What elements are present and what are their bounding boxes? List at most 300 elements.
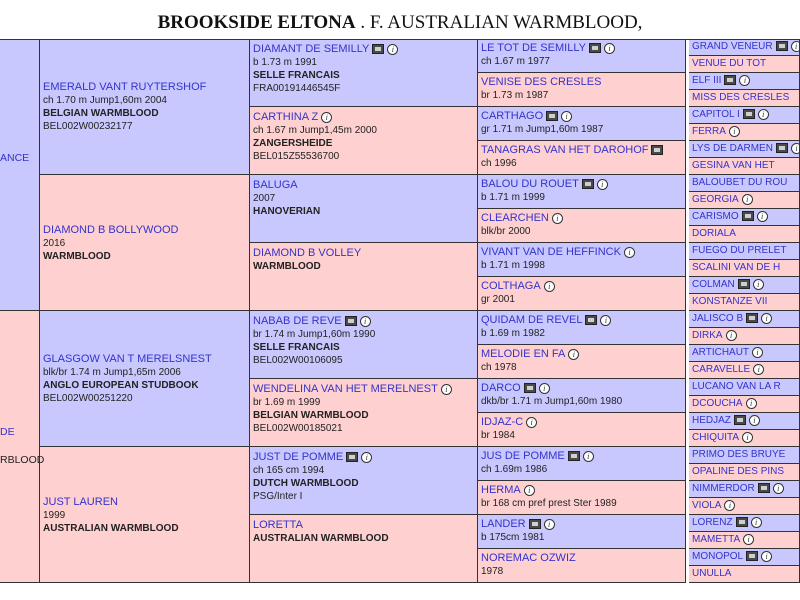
- horse-name-link[interactable]: [481, 143, 682, 157]
- info-icon[interactable]: i: [568, 349, 579, 360]
- horse-name-text[interactable]: ARTICHAUT: [692, 347, 750, 359]
- horse-name-link[interactable]: [253, 110, 474, 124]
- horse-name-text[interactable]: GEORGIA: [692, 194, 739, 206]
- info-icon[interactable]: i: [561, 111, 572, 122]
- horse-name-text[interactable]: VENUE DU TOT: [692, 58, 767, 69]
- horse-name-link[interactable]: [692, 534, 754, 546]
- horse-name-link[interactable]: [692, 415, 760, 427]
- horse-name-text[interactable]: BALOU DU ROUET: [481, 178, 579, 190]
- info-icon[interactable]: i: [539, 383, 550, 394]
- horse-name-text[interactable]: SCALINI VAN DE H: [692, 262, 781, 273]
- horse-name-link[interactable]: [481, 279, 682, 293]
- pedigree-icon[interactable]: [524, 383, 536, 393]
- gen4-content: [692, 313, 772, 325]
- horse-name-text[interactable]: LE TOT DE SEMILLY: [481, 42, 586, 54]
- info-icon[interactable]: i: [751, 517, 762, 528]
- gen4-content: [692, 500, 735, 512]
- pedigree-icon[interactable]: [529, 519, 541, 529]
- gen4-cell: [689, 124, 800, 141]
- horse-detail-line: SELLE FRANCAIS: [253, 70, 340, 81]
- gen1-cell: [40, 311, 250, 447]
- horse-name-text[interactable]: EMERALD VANT RUYTERSHOF: [43, 81, 207, 93]
- info-icon[interactable]: i: [752, 347, 763, 358]
- horse-name-link[interactable]: [692, 313, 772, 325]
- gen4-cell: [689, 328, 800, 345]
- horse-name-link[interactable]: [692, 177, 787, 189]
- info-icon[interactable]: i: [761, 551, 772, 562]
- horse-name-text[interactable]: MAMETTA: [692, 534, 741, 546]
- gen3-content: [481, 211, 682, 238]
- pedigree-icon[interactable]: [743, 109, 755, 119]
- pedigree-icon[interactable]: [651, 145, 663, 155]
- horse-name-text[interactable]: HEDJAZ: [692, 415, 731, 427]
- horse-name-text[interactable]: MELODIE EN FA: [481, 348, 566, 360]
- horse-name-text[interactable]: MONOPOL: [692, 551, 744, 563]
- gen3-content: [481, 109, 682, 136]
- horse-name-link[interactable]: [481, 415, 682, 429]
- pedigree-icon[interactable]: [345, 316, 357, 326]
- horse-name-text[interactable]: CARTHINA Z: [253, 111, 319, 123]
- gen2-cell: [250, 379, 478, 447]
- horse-name-link[interactable]: [692, 483, 784, 495]
- horse-name-text[interactable]: JUST LAUREN: [43, 495, 118, 508]
- horse-name-link[interactable]: [692, 211, 768, 223]
- info-icon[interactable]: i: [544, 519, 555, 530]
- horse-detail-line: gr 2001: [481, 294, 515, 305]
- horse-name-text[interactable]: NOREMAC OZWIZ: [481, 552, 576, 564]
- gen4-cell: [689, 566, 800, 583]
- pedigree-icon[interactable]: [746, 313, 758, 323]
- info-icon[interactable]: i: [387, 44, 398, 55]
- horse-name-text[interactable]: DORIALA: [692, 228, 736, 239]
- horse-name-text[interactable]: LORETTA: [253, 519, 303, 531]
- horse-name-link[interactable]: [481, 109, 682, 123]
- horse-name-link[interactable]: [481, 211, 682, 225]
- horse-name-text[interactable]: COLTHAGA: [481, 280, 541, 292]
- horse-detail-line: AUSTRALIAN WARMBLOOD: [253, 533, 389, 544]
- gen4-cell: [689, 39, 800, 56]
- horse-detail-line: BELGIAN WARMBLOOD: [253, 410, 369, 421]
- horse-name-text[interactable]: CARISMO: [692, 211, 739, 223]
- gen4-content: [692, 347, 763, 359]
- gen4-cell: [689, 447, 800, 464]
- horse-name-link[interactable]: [692, 194, 753, 206]
- gen4-content: [692, 398, 757, 410]
- pedigree-icon[interactable]: [346, 452, 358, 462]
- gen2-content: [253, 110, 474, 163]
- horse-name-link[interactable]: [692, 75, 750, 87]
- gen4-content: [692, 449, 785, 461]
- horse-name-link[interactable]: [692, 432, 753, 444]
- info-icon[interactable]: i: [749, 415, 760, 426]
- info-icon[interactable]: i: [583, 451, 594, 462]
- horse-name-text[interactable]: CAPITOL I: [692, 109, 740, 121]
- gen4-cell: [689, 515, 800, 532]
- horse-detail-line: FRA00191446545F: [253, 83, 341, 94]
- horse-name-text[interactable]: OPALINE DES PINS: [692, 466, 785, 477]
- horse-name-text[interactable]: BALUGA: [253, 179, 298, 191]
- gen1-content: [43, 223, 246, 263]
- horse-detail-line: b 1.71 m 1999: [481, 192, 545, 203]
- horse-name-text[interactable]: UNULLA: [692, 568, 732, 579]
- horse-name-link[interactable]: [253, 42, 474, 56]
- gen3-cell: [478, 243, 686, 277]
- horse-detail-line: DUTCH WARMBLOOD: [253, 478, 359, 489]
- gen3-cell: [478, 141, 686, 175]
- horse-name-text[interactable]: CARAVELLE: [692, 364, 751, 376]
- horse-name-link[interactable]: [481, 551, 682, 565]
- horse-name-text[interactable]: MISS DES CRESLES: [692, 92, 790, 103]
- horse-name-text[interactable]: VENISE DES CRESLES: [481, 76, 602, 88]
- horse-name-text[interactable]: LANDER: [481, 518, 526, 530]
- info-icon[interactable]: i: [624, 247, 635, 258]
- horse-name-link[interactable]: [692, 160, 775, 172]
- gen2-cell: [250, 107, 478, 175]
- gen4-cell: [689, 464, 800, 481]
- gen1-content: [43, 352, 246, 405]
- horse-name-text[interactable]: VIOLA: [692, 500, 722, 512]
- horse-name-text[interactable]: ELF III: [692, 75, 722, 87]
- gen3-cell: [478, 311, 686, 345]
- page-title: [0, 12, 800, 34]
- gen4-cell: [689, 158, 800, 175]
- horse-name-link[interactable]: [481, 313, 682, 327]
- horse-detail-line: 2016: [43, 237, 66, 249]
- horse-name-link[interactable]: [692, 279, 764, 291]
- gen4-content: [692, 279, 764, 291]
- horse-name-link[interactable]: [692, 551, 772, 563]
- horse-name-link[interactable]: [481, 517, 682, 531]
- gen4-cell: [689, 396, 800, 413]
- pedigree-icon[interactable]: [585, 315, 597, 325]
- info-icon[interactable]: i: [791, 143, 800, 154]
- horse-name-link[interactable]: [692, 466, 784, 478]
- info-icon[interactable]: i: [604, 43, 615, 54]
- gen4-cell: [689, 379, 800, 396]
- info-icon[interactable]: i: [743, 534, 754, 545]
- pedigree-icon[interactable]: [776, 41, 788, 51]
- horse-name-link[interactable]: [692, 126, 740, 138]
- gen2-content: [253, 314, 474, 367]
- gen4-cell: [689, 294, 800, 311]
- horse-name-link[interactable]: [481, 75, 682, 89]
- gen4-content: [692, 58, 766, 70]
- horse-name-link[interactable]: [692, 245, 786, 257]
- gen4-cell: [689, 277, 800, 294]
- gen4-cell: [689, 260, 800, 277]
- horse-detail-line: ch 1.67 m Jump1,45m 2000: [253, 125, 377, 136]
- horse-name-link[interactable]: [481, 41, 682, 55]
- gen2-cell: [250, 515, 478, 583]
- horse-detail-line: 1978: [481, 566, 504, 577]
- pedigree-icon[interactable]: [746, 551, 758, 561]
- horse-detail-line: 2007: [253, 193, 276, 204]
- horse-name-text[interactable]: IDJAZ-C: [481, 416, 524, 428]
- info-icon[interactable]: i: [360, 316, 371, 327]
- horse-name-link[interactable]: [692, 41, 800, 53]
- horse-name-link[interactable]: [481, 449, 682, 463]
- gen3-cell: [478, 209, 686, 243]
- horse-detail-line: BEL002W00232177: [43, 121, 133, 132]
- horse-name-text[interactable]: DIAMOND B BOLLYWOOD: [43, 223, 179, 236]
- gen4-content: [692, 432, 753, 444]
- gen3-content: [481, 449, 682, 476]
- info-icon[interactable]: i: [757, 211, 768, 222]
- info-icon[interactable]: i: [753, 364, 764, 375]
- left-edge-text-ance: ANCE: [0, 152, 30, 164]
- info-icon[interactable]: i: [600, 315, 611, 326]
- horse-name-link[interactable]: [692, 143, 800, 155]
- gen2-cell: [250, 175, 478, 243]
- horse-detail-line: b 1.71 m 1998: [481, 260, 545, 271]
- pedigree-icon[interactable]: [738, 279, 750, 289]
- info-icon[interactable]: i: [746, 398, 757, 409]
- horse-name-link[interactable]: [43, 80, 246, 94]
- horse-name-text[interactable]: JALISCO B: [692, 313, 744, 325]
- horse-detail-line: PSG/Inter I: [253, 491, 303, 502]
- gen4-content: [692, 262, 780, 274]
- horse-detail-line: HANOVERIAN: [253, 206, 321, 217]
- gen4-cell: [689, 209, 800, 226]
- horse-name-link[interactable]: [692, 517, 762, 529]
- horse-name-text[interactable]: DIAMANT DE SEMILLY: [253, 43, 370, 55]
- horse-detail-line: BEL002W00251220: [43, 393, 133, 404]
- horse-name-text[interactable]: GRAND VENEUR: [692, 41, 773, 53]
- horse-detail-line: BEL002W00106095: [253, 355, 343, 366]
- gen4-cell: [689, 226, 800, 243]
- pedigree-icon[interactable]: [742, 211, 754, 221]
- horse-name-text[interactable]: LUCANO VAN LA R: [692, 381, 781, 392]
- horse-name-text[interactable]: NIMMERDOR: [692, 483, 755, 495]
- info-icon[interactable]: i: [361, 452, 372, 463]
- horse-detail-line: WARMBLOOD: [43, 250, 111, 262]
- horse-detail-line: AUSTRALIAN WARMBLOOD: [43, 522, 179, 534]
- info-icon[interactable]: i: [441, 384, 452, 395]
- horse-detail-line: br 1.74 m Jump1,60m 1990: [253, 329, 376, 340]
- horse-name-link[interactable]: [43, 495, 246, 509]
- horse-name-link[interactable]: [481, 347, 682, 361]
- horse-name-link[interactable]: [481, 483, 682, 497]
- gen1-cell: [40, 175, 250, 311]
- horse-name-text[interactable]: WENDELINA VAN HET MERELNEST: [253, 383, 438, 395]
- horse-name-text[interactable]: LORENZ: [692, 517, 733, 529]
- gen3-content: [481, 143, 682, 170]
- horse-detail-line: blk/br 1.74 m Jump1,65m 2006: [43, 367, 181, 378]
- info-icon[interactable]: i: [742, 432, 753, 443]
- horse-name-text[interactable]: GESINA VAN HET: [692, 160, 775, 171]
- info-icon[interactable]: i: [729, 126, 740, 137]
- info-icon[interactable]: i: [524, 485, 535, 496]
- horse-name-text[interactable]: FERRA: [692, 126, 726, 138]
- pedigree-icon[interactable]: [372, 44, 384, 54]
- gen4-cell: [689, 481, 800, 498]
- info-icon[interactable]: i: [726, 330, 737, 341]
- horse-name-link[interactable]: [481, 177, 682, 191]
- horse-name-link[interactable]: [692, 58, 766, 70]
- horse-name-link[interactable]: [692, 568, 731, 580]
- gen3-cell: [478, 175, 686, 209]
- pedigree-icon[interactable]: [568, 451, 580, 461]
- gen4-cell: [689, 430, 800, 447]
- horse-name-link[interactable]: [253, 450, 474, 464]
- gen4-cell: [689, 73, 800, 90]
- horse-name-text[interactable]: VIVANT VAN DE HEFFINCK: [481, 246, 621, 258]
- horse-name-text[interactable]: KONSTANZE VII: [692, 296, 768, 307]
- horse-name-link[interactable]: [692, 296, 767, 308]
- info-icon[interactable]: i: [526, 417, 537, 428]
- horse-name-text[interactable]: GLASGOW VAN T MERELSNEST: [43, 353, 212, 365]
- horse-detail-line: WARMBLOOD: [253, 261, 321, 272]
- gen3-cell: [478, 549, 686, 583]
- pedigree-icon[interactable]: [776, 143, 788, 153]
- pedigree-icon[interactable]: [582, 179, 594, 189]
- gen4-content: [692, 41, 800, 53]
- horse-detail-line: ZANGERSHEIDE: [253, 138, 333, 149]
- horse-name-link[interactable]: [253, 314, 474, 328]
- horse-detail-line: SELLE FRANCAIS: [253, 342, 340, 353]
- horse-name-link[interactable]: [692, 109, 769, 121]
- gen4-content: [692, 92, 789, 104]
- info-icon[interactable]: i: [753, 279, 764, 290]
- horse-name-text[interactable]: NABAB DE REVE: [253, 315, 342, 327]
- info-icon[interactable]: i: [597, 179, 608, 190]
- horse-name-link[interactable]: [692, 398, 757, 410]
- info-icon[interactable]: i: [742, 194, 753, 205]
- info-icon[interactable]: i: [773, 483, 784, 494]
- horse-name-link[interactable]: [692, 500, 735, 512]
- gen4-content: [692, 177, 787, 189]
- gen4-content: [692, 415, 760, 427]
- gen3-content: [481, 381, 682, 408]
- horse-name-text[interactable]: HERMA: [481, 484, 521, 496]
- horse-detail-line: b 1.73 m 1991: [253, 57, 317, 68]
- horse-name-text[interactable]: CARTHAGO: [481, 110, 544, 122]
- info-icon[interactable]: i: [791, 41, 800, 52]
- info-icon[interactable]: i: [724, 500, 735, 511]
- gen1-cell: [40, 447, 250, 583]
- gen2-cell: [250, 39, 478, 107]
- left-edge-text-rblood: RBLOOD: [0, 454, 45, 466]
- gen3-cell: [478, 107, 686, 141]
- gen4-content: [692, 245, 786, 257]
- horse-name-link[interactable]: [481, 381, 682, 395]
- horse-name-text[interactable]: DIRKA: [692, 330, 723, 342]
- gen4-content: [692, 517, 762, 529]
- gen4-content: [692, 75, 750, 87]
- info-icon[interactable]: i: [758, 109, 769, 120]
- horse-detail-line: blk/br 2000: [481, 226, 531, 237]
- gen4-cell: [689, 498, 800, 515]
- gen4-content: [692, 109, 769, 121]
- gen4-cell: [689, 107, 800, 124]
- gen3-content: [481, 517, 682, 544]
- horse-name-text[interactable]: DARCO: [481, 382, 521, 394]
- column-gap: [686, 39, 689, 583]
- horse-name-text[interactable]: DIAMOND B VOLLEY: [253, 247, 362, 259]
- subject-parent-cell: [0, 39, 40, 311]
- horse-name-link[interactable]: [692, 347, 763, 359]
- info-icon[interactable]: i: [321, 112, 332, 123]
- horse-name-link[interactable]: [43, 352, 246, 366]
- pedigree-icon[interactable]: [736, 517, 748, 527]
- horse-name-text[interactable]: TANAGRAS VAN HET DAROHOF: [481, 144, 649, 156]
- horse-name-link[interactable]: [692, 449, 785, 461]
- horse-name-link[interactable]: [692, 381, 781, 393]
- gen4-content: [692, 466, 784, 478]
- gen4-cell: [689, 175, 800, 192]
- info-icon[interactable]: i: [552, 213, 563, 224]
- gen3-content: [481, 483, 682, 510]
- horse-detail-line: BELGIAN WARMBLOOD: [43, 108, 159, 119]
- horse-name-text[interactable]: BALOUBET DU ROU: [692, 177, 788, 188]
- horse-detail-line: ch 1.69m 1986: [481, 464, 548, 475]
- horse-name-link[interactable]: [692, 262, 780, 274]
- horse-name-text[interactable]: JUS DE POMME: [481, 450, 565, 462]
- horse-name-text[interactable]: JUST DE POMME: [253, 451, 344, 463]
- gen4-cell: [689, 362, 800, 379]
- horse-name-text[interactable]: PRIMO DES BRUYE: [692, 449, 786, 460]
- gen3-content: [481, 245, 682, 272]
- horse-detail-line: 1999: [43, 509, 66, 521]
- pedigree-icon[interactable]: [724, 75, 736, 85]
- gen4-content: [692, 483, 784, 495]
- pedigree-icon[interactable]: [758, 483, 770, 493]
- horse-name-text[interactable]: QUIDAM DE REVEL: [481, 314, 583, 326]
- horse-name-link[interactable]: [481, 245, 682, 259]
- horse-name-link[interactable]: [43, 223, 246, 237]
- gen4-cell: [689, 90, 800, 107]
- info-icon[interactable]: i: [739, 75, 750, 86]
- horse-name-link[interactable]: [253, 246, 474, 260]
- horse-name-link[interactable]: [692, 228, 736, 240]
- horse-name-text[interactable]: CHIQUITA: [692, 432, 740, 444]
- pedigree-icon[interactable]: [734, 415, 746, 425]
- info-icon[interactable]: i: [761, 313, 772, 324]
- gen4-content: [692, 143, 800, 155]
- horse-name-link[interactable]: [692, 92, 789, 104]
- gen3-cell: [478, 447, 686, 481]
- gen3-cell: [478, 277, 686, 311]
- horse-name-text[interactable]: DCOUCHA: [692, 398, 743, 410]
- horse-detail-line: BEL002W00185021: [253, 423, 343, 434]
- pedigree-icon[interactable]: [589, 43, 601, 53]
- horse-name-text[interactable]: COLMAN: [692, 279, 735, 291]
- horse-name-text[interactable]: CLEARCHEN: [481, 212, 549, 224]
- horse-name-link[interactable]: [253, 178, 474, 192]
- gen2-content: [253, 246, 474, 273]
- horse-name-link[interactable]: [692, 364, 764, 376]
- gen4-content: [692, 381, 781, 393]
- horse-detail-line: br 168 cm pref prest Ster 1989: [481, 498, 617, 509]
- gen3-cell: [478, 413, 686, 447]
- gen4-cell: [689, 311, 800, 328]
- gen3-content: [481, 313, 682, 340]
- horse-name-text[interactable]: LYS DE DARMEN: [692, 143, 773, 155]
- gen4-cell: [689, 141, 800, 158]
- horse-name-text[interactable]: FUEGO DU PRELET: [692, 245, 787, 256]
- horse-name-link[interactable]: [692, 330, 737, 342]
- pedigree-icon[interactable]: [546, 111, 558, 121]
- info-icon[interactable]: i: [544, 281, 555, 292]
- horse-description: . F. AUSTRALIAN WARMBLOOD,: [360, 12, 643, 33]
- gen3-content: [481, 177, 682, 204]
- gen4-cell: [689, 56, 800, 73]
- gen3-cell: [478, 379, 686, 413]
- horse-name-link[interactable]: [253, 382, 474, 396]
- gen4-cell: [689, 549, 800, 566]
- horse-name-link[interactable]: [253, 518, 474, 532]
- horse-detail-line: ch 165 cm 1994: [253, 465, 325, 476]
